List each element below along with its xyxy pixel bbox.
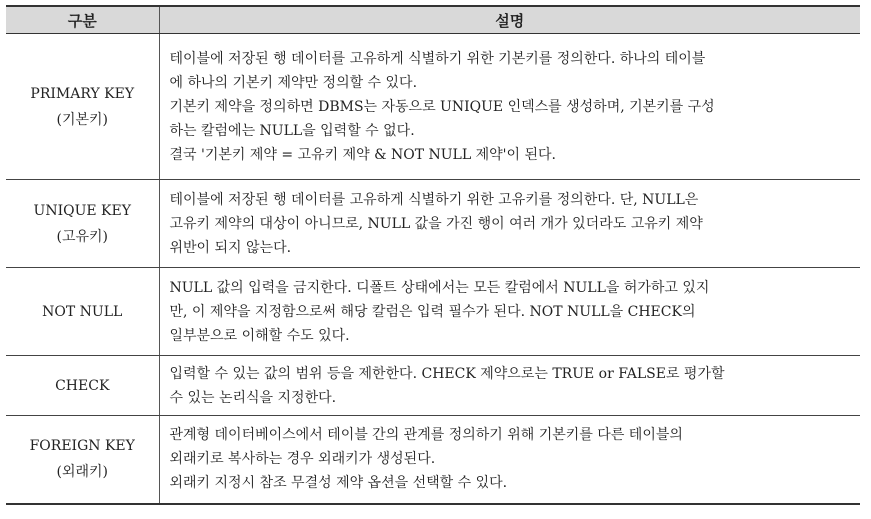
description-line: 결국 '기본키 제약 = 고유키 제약 & NOT NULL 제약'이 된다. <box>169 146 556 163</box>
constraint-name-cell <box>6 416 159 504</box>
description-line: 위반이 되지 않는다. <box>169 239 292 256</box>
constraint-description-cell <box>159 416 860 504</box>
header-row <box>6 6 860 34</box>
constraint-name: PRIMARY KEY <box>30 85 135 102</box>
description-line: 수 있는 논리식을 지정한다. <box>169 389 337 406</box>
description-line: 만, 이 제약을 지정함으로써 해당 칼럼은 입력 필수가 된다. NOT NULL을 CHECK의 <box>169 303 696 320</box>
constraint-name-cell <box>6 34 159 180</box>
description-line: 에 하나의 기본키 제약만 정의할 수 있다. <box>169 74 418 91</box>
description-line: 테이블에 저장된 행 데이터를 고유하게 식별하기 위한 기본키를 정의한다. 하나의 테이블 <box>169 50 706 67</box>
description-line: 관계형 데이터베이스에서 테이블 간의 관계를 정의하기 위해 기본키를 다른 테이블의 <box>169 427 683 444</box>
constraint-name-cell <box>6 180 159 268</box>
constraint-name-cell <box>6 268 159 356</box>
table-row <box>6 180 860 268</box>
constraint-description-cell <box>159 180 860 268</box>
constraint-description-cell <box>159 268 860 356</box>
table-row <box>6 356 860 416</box>
table-row <box>6 34 860 180</box>
constraint-name: CHECK <box>55 377 110 394</box>
description-line: 외래키로 복사하는 경우 외래키가 생성된다. <box>169 451 436 468</box>
table-row <box>6 416 860 504</box>
constraint-name: UNIQUE KEY <box>33 202 131 219</box>
constraint-description-cell <box>159 356 860 416</box>
constraint-table <box>6 5 860 505</box>
description-line: NULL 값의 입력을 금지한다. 디폴트 상태에서는 모든 칼럼에서 NULL을 허가하고 있지 <box>169 279 710 296</box>
description-line: 기본키 제약을 정의하면 DBMS는 자동으로 UNIQUE 인덱스를 생성하며, 기본키를 구성 <box>169 98 715 115</box>
constraint-name-korean: (기본키) <box>56 111 108 128</box>
constraint-name-cell <box>6 356 159 416</box>
table-row <box>6 268 860 356</box>
description-line: 입력할 수 있는 값의 범위 등을 제한한다. CHECK 제약으로는 TRUE or FALSE로 평가할 <box>169 365 725 382</box>
constraint-name-korean: (외래키) <box>56 464 108 481</box>
header-description: 설명 <box>159 6 860 34</box>
description-line: 하는 칼럼에는 NULL을 입력할 수 없다. <box>169 122 415 139</box>
header-category: 구분 <box>6 6 159 34</box>
constraint-name: NOT NULL <box>42 303 123 320</box>
description-line: 일부분으로 이해할 수도 있다. <box>169 327 350 344</box>
constraint-description-cell <box>159 34 860 180</box>
constraint-name: FOREIGN KEY <box>29 438 135 455</box>
constraint-name-korean: (고유키) <box>56 228 108 245</box>
description-line: 테이블에 저장된 행 데이터를 고유하게 식별하기 위한 고유키를 정의한다. 단, NULL은 <box>169 191 699 208</box>
description-line: 외래키 지정시 참조 무결성 제약 옵션을 선택할 수 있다. <box>169 475 508 492</box>
constraint-table-container <box>6 5 860 505</box>
description-line: 고유키 제약의 대상이 아니므로, NULL 값을 가진 행이 여러 개가 있더라도 고유키 제약 <box>169 215 703 232</box>
